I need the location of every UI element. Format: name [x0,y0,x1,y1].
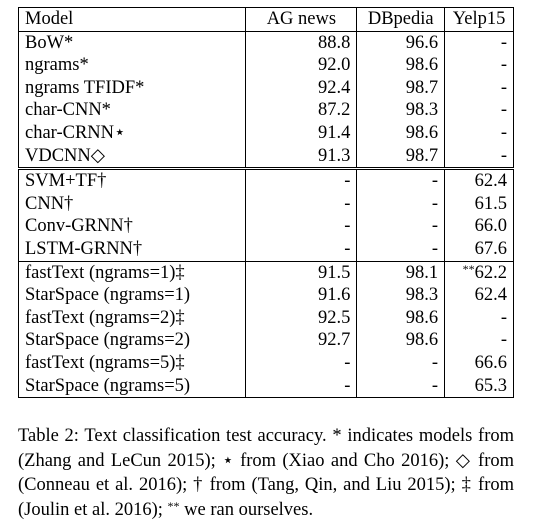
dbpedia-cell: 98.7 [357,145,445,169]
ag-news-cell: 91.3 [246,145,357,169]
model-cell: StarSpace (ngrams=5) [19,375,246,398]
dbpedia-cell: 98.6 [357,54,445,77]
table-row [19,99,514,122]
dbpedia-cell: - [357,193,445,216]
model-cell: StarSpace (ngrams=1) [19,284,246,307]
dbpedia-cell: - [357,352,445,375]
table-row [19,54,514,77]
caption-tail: we ran ourselves. [179,499,314,520]
yelp15-cell: - [500,100,507,121]
dbpedia-cell: 96.6 [357,31,445,54]
yelp15-cell [445,261,514,284]
caption-marker: ** [167,498,180,513]
yelp15-cell: 66.6 [474,352,507,373]
model-cell: SVM+TF† [19,169,246,193]
model-cell: VDCNN◇ [19,145,246,169]
ag-news-cell: 92.5 [246,307,357,330]
table-group-starspace [19,261,514,398]
ag-news-cell: - [246,238,357,261]
dbpedia-cell: 98.7 [357,77,445,100]
table-row [19,145,514,169]
ag-news-cell: 87.2 [246,99,357,122]
table-row [19,284,514,307]
header-dbpedia: DBpedia [357,8,445,32]
table-row [19,169,514,193]
dbpedia-cell: - [357,215,445,238]
table-group-baselines [19,31,514,169]
yelp15-cell: 61.5 [474,193,507,214]
ag-news-cell: - [246,193,357,216]
model-cell: BoW* [19,31,246,54]
model-cell: Conv-GRNN† [19,215,246,238]
model-cell: CNN† [19,193,246,216]
yelp15-cell: 65.3 [474,375,507,396]
table-row [19,329,514,352]
header-yelp15: Yelp15 [452,9,506,29]
we-ran-marker: ** [462,261,475,276]
dbpedia-cell: 98.6 [357,122,445,145]
table-row [19,375,514,398]
dbpedia-cell: - [357,238,445,261]
table-row [19,307,514,330]
table-header-row [19,8,514,32]
table-group-rnn [19,169,514,261]
table-row [19,193,514,216]
dbpedia-cell: 98.6 [357,329,445,352]
dbpedia-cell: 98.1 [357,261,445,284]
yelp15-cell: 66.0 [474,216,507,237]
header-model: Model [19,8,246,32]
dbpedia-cell: - [357,169,445,193]
dbpedia-cell: - [357,375,445,398]
results-table [18,7,514,398]
ag-news-cell: 91.6 [246,284,357,307]
table-row [19,77,514,100]
yelp15-cell: - [500,32,507,53]
table-row [19,215,514,238]
table-row [19,122,514,145]
table-row [19,352,514,375]
model-cell: char-CRNN⋆ [19,122,246,145]
caption-text: Table 2: Text classification test accuracy. * indicates models from (Zhang and LeCun 2015); ⋆ from (Xiao and Cho 2016); ◇ from (Conneau et al. 2016); † from (Tang, Qin, and Liu 2015); ‡ from (Joulin et al. 2016); [18,426,514,520]
model-cell: StarSpace (ngrams=2) [19,329,246,352]
model-cell: fastText (ngrams=2)‡ [19,307,246,330]
model-cell: ngrams TFIDF* [19,77,246,100]
model-cell: ngrams* [19,54,246,77]
ag-news-cell: 91.5 [246,261,357,284]
dbpedia-cell: 98.6 [357,307,445,330]
dbpedia-cell: 98.3 [357,284,445,307]
table-caption [18,424,514,522]
yelp15-cell: - [500,330,507,351]
yelp15-cell: - [500,145,507,166]
yelp15-cell: - [500,55,507,76]
ag-news-cell: 92.4 [246,77,357,100]
yelp15-cell: - [500,122,507,143]
caption-paragraph [18,424,514,522]
yelp15-cell: 62.4 [474,285,507,306]
model-cell: LSTM-GRNN† [19,238,246,261]
yelp15-cell: - [500,307,507,328]
model-cell: char-CNN* [19,99,246,122]
header-ag-news: AG news [246,8,357,32]
ag-news-cell: 92.0 [246,54,357,77]
table-row [19,238,514,261]
ag-news-cell: 92.7 [246,329,357,352]
table-row [19,261,514,284]
ag-news-cell: - [246,169,357,193]
ag-news-cell: - [246,215,357,238]
yelp15-cell: - [500,77,507,98]
model-cell: fastText (ngrams=1)‡ [19,261,246,284]
ag-news-cell: - [246,375,357,398]
yelp15-cell: 67.6 [474,238,507,259]
ag-news-cell: 91.4 [246,122,357,145]
yelp15-value: 62.2 [474,262,507,283]
model-cell: fastText (ngrams=5)‡ [19,352,246,375]
dbpedia-cell: 98.3 [357,99,445,122]
table-row [19,31,514,54]
ag-news-cell: 88.8 [246,31,357,54]
ag-news-cell: - [246,352,357,375]
yelp15-cell: 62.4 [474,171,507,192]
